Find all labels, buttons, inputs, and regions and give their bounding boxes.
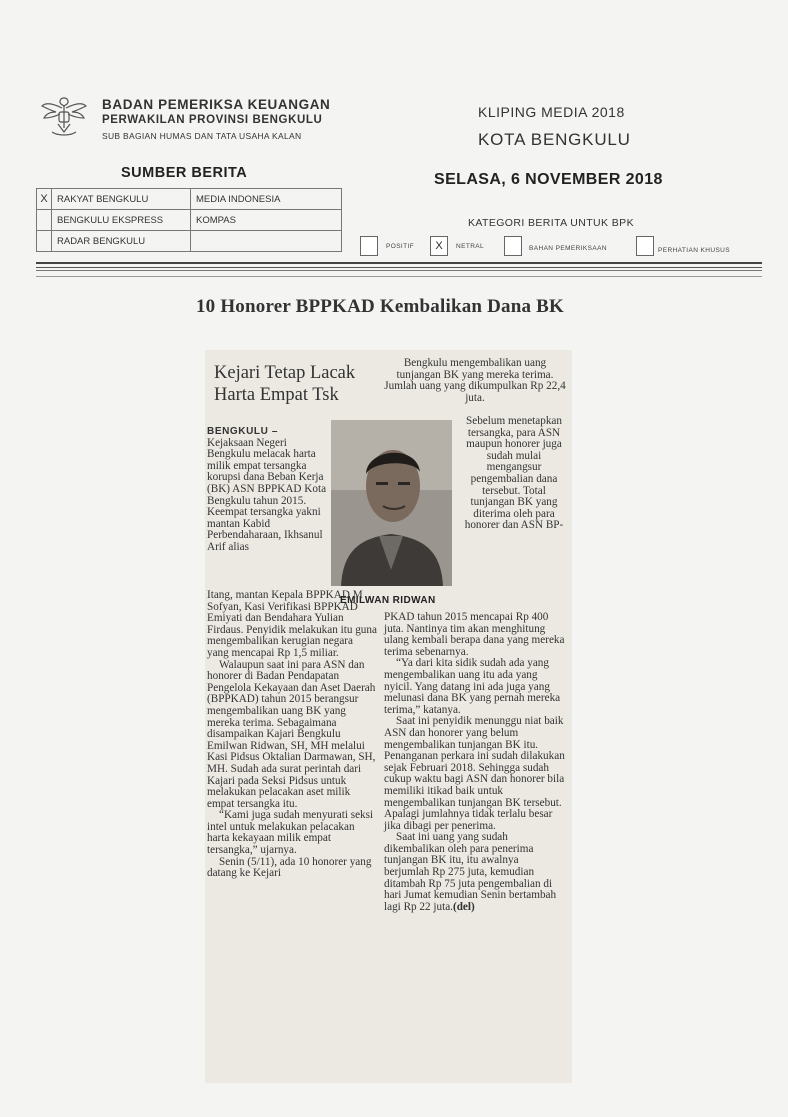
- category-label: POSITIF: [386, 243, 415, 250]
- source-name: RAKYAT BENGKULU: [52, 189, 191, 210]
- table-row: [37, 210, 342, 231]
- garuda-emblem-icon: [38, 88, 90, 140]
- kliping-title: KLIPING MEDIA 2018: [478, 104, 625, 120]
- source-name: BENGKULU EKSPRESS: [52, 210, 191, 231]
- category-label: NETRAL: [456, 243, 485, 250]
- divider: [36, 267, 762, 268]
- source-name: [191, 231, 342, 252]
- org-name-line1: BADAN PEMERIKSA KEUANGAN: [102, 97, 331, 112]
- divider: [36, 276, 762, 277]
- divider: [36, 270, 762, 271]
- photo-caption: EMILWAN RIDWAN: [340, 595, 436, 606]
- article-paragraph: PKAD tahun 2015 mencapai Rp 400 juta. Nantinya tim akan menghitung ulang kembali berapa dana yang mereka terima sebenarnya.: [384, 611, 565, 658]
- category-label: BAHAN PEMERIKSAAN: [529, 245, 607, 252]
- article-headline: 10 Honorer BPPKAD Kembalikan Dana BK: [195, 296, 565, 317]
- table-row: [37, 231, 342, 252]
- source-name: KOMPAS: [191, 210, 342, 231]
- source-check[interactable]: X: [37, 189, 52, 210]
- article-paragraph: “Ya dari kita sidik sudah ada yang mengembalikan uang itu ada yang nyicil. Yang datang ini ada juga yang melunasi dana BK yang pernah mereka terima,” katanya.: [384, 657, 561, 716]
- article-column-left-top: [207, 426, 327, 554]
- category-label: PERHATIAN KHUSUS: [658, 247, 731, 254]
- article-column-right-top: Bengkulu mengembalikan uang tunjangan BK yang mereka terima. Jumlah uang yang dikumpulkan Rp 22,4 juta.: [384, 357, 566, 404]
- article-text: Kejaksaan Negeri Bengkulu melacak harta milik empat tersangka korupsi dana Beban Kerja (BK) ASN BPPKAD Kota Bengkulu tahun 2015. Keempat tersangka yakni mantan Kabid Perbendaharaan, Ikhsanul Arif alias: [207, 436, 327, 553]
- org-name-line3: SUB BAGIAN HUMAS DAN TATA USAHA KALAN: [102, 131, 302, 141]
- org-name-line2: PERWAKILAN PROVINSI BENGKULU: [102, 114, 323, 126]
- subheadline-line: Kejari Tetap Lacak: [214, 363, 356, 383]
- article-text: Saat ini uang yang sudah dikembalikan oleh para penerima tunjangan BK itu, itu awalnya berjumlah Rp 275 juta, kemudian ditambah Rp 75 juta pengembalian di hari Jumat kemudian Senin bertambah lagi Rp 22 juta.: [384, 831, 557, 913]
- article-paragraph: “Kami juga sudah menyurati seksi intel untuk melakukan pelacakan harta kekayaan milik empat tersangka,” ujarnya.: [207, 809, 374, 857]
- subheadline-line: Harta Empat Tsk: [214, 385, 339, 405]
- portrait-photo: [331, 420, 452, 586]
- article-subheadline: [214, 362, 355, 406]
- byline: (del): [452, 900, 475, 913]
- date-title: SELASA, 6 NOVEMBER 2018: [434, 171, 663, 188]
- article-paragraph: Walaupun saat ini para ASN dan honorer di Badan Pendapatan Pengelola Kekayaan dan Aset Daerah (BPPKAD) tahun 2015 berangsur mengembalikan uang BK yang mereka terima. Sebagaimana disampaikan Kajari Bengkulu Emilwan Ridwan, SH, MH melalui Kasi Pidsus Oktalian Darmawan, SH, MH. Sudah ada surat perintah dari Kajari pada Seksi Pidsus untuk melakukan pelacakan aset milik empat tersangka itu.: [207, 658, 376, 810]
- table-row: [37, 189, 342, 210]
- category-checkbox-positif[interactable]: [360, 236, 378, 256]
- source-check[interactable]: [37, 231, 52, 252]
- article-paragraph: Saat ini penyidik menunggu niat baik ASN dan honorer yang belum mengembalikan tunjangan BK itu. Penanganan perkara ini sudah dilakukan sejak Februari 2018. Sehingga sudah cukup waktu bagi ASN dan honorer bila memiliki itikad baik untuk mengembalikan tunjangan BK tersebut. Apalagi jumlahnya tidak terlalu besar jika dibagi per penerima.: [384, 715, 565, 832]
- source-name: MEDIA INDONESIA: [191, 189, 342, 210]
- sumber-berita-title: SUMBER BERITA: [121, 165, 248, 181]
- kota-title: KOTA BENGKULU: [478, 130, 631, 149]
- article-column-right: [384, 612, 566, 913]
- article-column-left: [207, 590, 377, 880]
- dateline: BENGKULU –: [207, 426, 279, 437]
- category-checkbox-bahan-pemeriksaan[interactable]: [504, 236, 522, 256]
- article-column-right-narrow: Sebelum menetapkan tersangka, para ASN maupun honorer juga sudah mulai mengangsur pengembalian dana tersebut. Total tunjangan BK yang diterima oleh para honorer dan ASN BP-: [464, 415, 564, 532]
- source-check[interactable]: [37, 210, 52, 231]
- kategori-title: KATEGORI BERITA UNTUK BPK: [468, 217, 634, 229]
- category-checkbox-perhatian-khusus[interactable]: [636, 236, 654, 256]
- article-paragraph: Itang, mantan Kepala BPPKAD M Sofyan, Kasi Verifikasi BPPKAD Emiyati dan Bendahara Yulian Firdaus. Penyidik melakukan itu guna mengembalikan kerugian negara yang mencapai Rp 1,5 miliar.: [207, 589, 377, 659]
- divider: [36, 262, 762, 264]
- article-paragraph: Senin (5/11), ada 10 honorer yang datang ke Kejari: [207, 855, 372, 880]
- source-name: RADAR BENGKULU: [52, 231, 191, 252]
- sumber-berita-table: [36, 188, 342, 252]
- category-checkbox-netral[interactable]: X: [430, 236, 448, 256]
